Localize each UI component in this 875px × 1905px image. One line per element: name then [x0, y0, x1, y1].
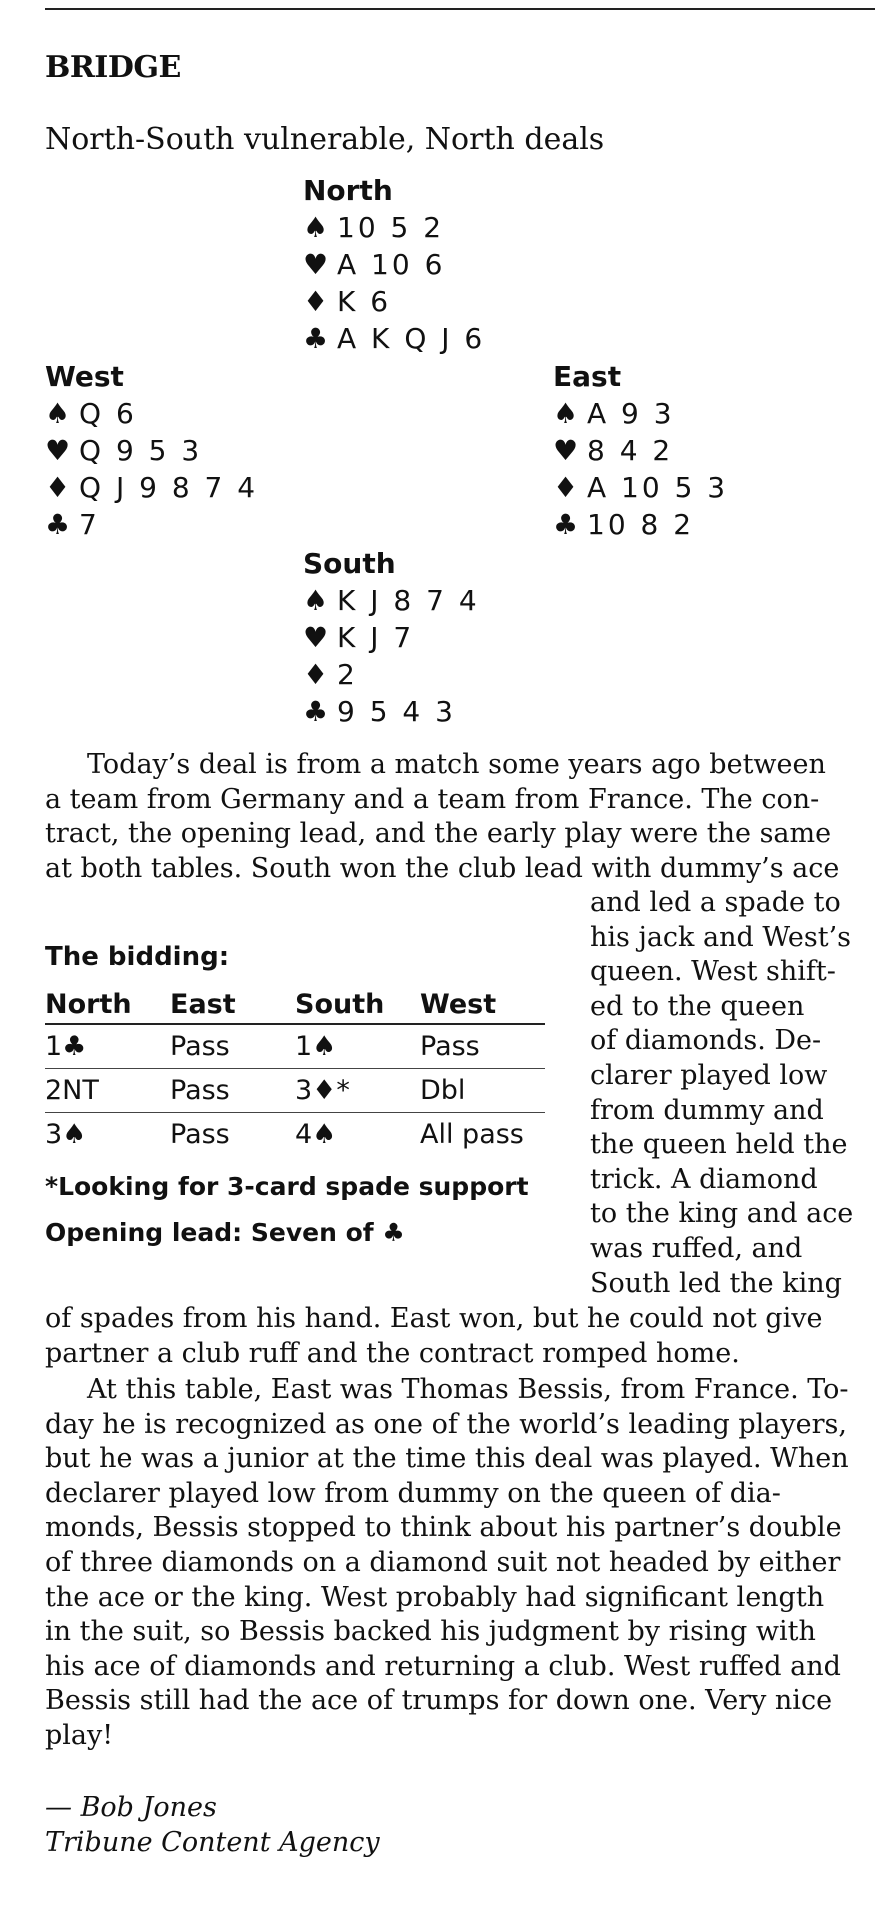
- byline: [45, 1790, 380, 1860]
- cards: A 9 3: [587, 397, 675, 430]
- cards: 10 8 2: [587, 508, 695, 541]
- suit-line-clubs: [45, 506, 258, 543]
- bidding-header: West: [420, 985, 545, 1024]
- bidding-footnote: *Looking for 3-card spade support: [45, 1172, 529, 1201]
- suit-line-hearts: [553, 432, 728, 469]
- text-line: South led the king: [590, 1267, 842, 1299]
- bid-cell: 3♠: [45, 1119, 87, 1150]
- hand-name: North: [303, 174, 393, 207]
- text-line: was ruffed, and: [590, 1232, 803, 1264]
- hand-name: East: [553, 360, 622, 393]
- byline-agency: Tribune Content Agency: [45, 1827, 380, 1858]
- text-line: partner a club ruff and the contract romped home.: [45, 1337, 740, 1369]
- text-line: from dummy and: [590, 1094, 824, 1126]
- suit-line-diamonds: [303, 283, 485, 320]
- text-line: in the suit, so Bessis backed his judgment by rising with: [45, 1616, 816, 1648]
- bidding-table: [45, 985, 545, 1156]
- article-paragraph-1-end: [45, 1302, 855, 1371]
- text-line: tract, the opening lead, and the early play were the same: [45, 818, 832, 850]
- cards: 9 5 4 3: [337, 695, 456, 728]
- text-line: at both tables. South won the club lead with dummy’s ace: [45, 852, 840, 884]
- text-line: of diamonds. De-: [590, 1025, 822, 1057]
- suit-line-spades: [553, 395, 728, 432]
- hand-south: [303, 545, 480, 730]
- hand-north: [303, 172, 485, 357]
- text-line: play!: [45, 1719, 114, 1751]
- cards: K 6: [337, 285, 392, 318]
- cards: 2: [337, 658, 358, 691]
- bid-cell: Pass: [420, 1024, 545, 1069]
- bidding-header: North: [45, 985, 170, 1024]
- text-line: his ace of diamonds and returning a club. West ruffed and: [45, 1650, 841, 1682]
- text-line: of spades from his hand. East won, but he could not give: [45, 1303, 823, 1334]
- heart-icon: ♥: [553, 434, 579, 467]
- club-icon: ♣: [303, 695, 329, 728]
- article-right-column: [590, 886, 860, 1301]
- cards: 10 5 2: [337, 211, 445, 244]
- cards: A 10 6: [337, 248, 446, 281]
- suit-line-spades: [303, 209, 485, 246]
- suit-line-hearts: [303, 246, 485, 283]
- text-line: [45, 1373, 860, 1408]
- spade-icon: ♠: [303, 584, 329, 617]
- suit-line-hearts: [45, 432, 258, 469]
- diamond-icon: ♦: [303, 658, 329, 691]
- cards: A 10 5 3: [587, 471, 729, 504]
- text-line: of three diamonds on a diamond suit not headed by either: [45, 1546, 841, 1578]
- text-line: clarer played low: [590, 1059, 828, 1091]
- text-line: queen. West shift-: [590, 956, 836, 988]
- text-line: a team from Germany and a team from France. The con-: [45, 783, 820, 815]
- hand-name: West: [45, 360, 124, 393]
- bidding-row: [45, 1024, 545, 1069]
- cards: K J 8 7 4: [337, 584, 480, 617]
- diamond-icon: ♦: [553, 471, 579, 504]
- text-line: day he is recognized as one of the world’s leading players,: [45, 1408, 847, 1440]
- suit-line-diamonds: [303, 656, 480, 693]
- text-line: and led a spade to: [590, 887, 841, 918]
- bid-cell: 1♣: [45, 1024, 170, 1069]
- suit-line-spades: [303, 582, 480, 619]
- heart-icon: ♥: [303, 248, 329, 281]
- spade-icon: ♠: [553, 397, 579, 430]
- opening-lead: Opening lead: Seven of ♣: [45, 1218, 405, 1247]
- club-icon: ♣: [303, 322, 329, 355]
- text-line: his jack and West’s: [590, 921, 852, 953]
- heart-icon: ♥: [45, 434, 71, 467]
- bid-cell: 1♠: [295, 1024, 420, 1069]
- bidding-header-row: [45, 985, 545, 1024]
- suit-line-clubs: [553, 506, 728, 543]
- text-line: the queen held the: [590, 1129, 848, 1161]
- club-icon: ♣: [553, 508, 579, 541]
- article-paragraph-1: [45, 748, 855, 886]
- cards: Q 6: [79, 397, 137, 430]
- cards: Q J 9 8 7 4: [79, 471, 259, 504]
- cards: Q 9 5 3: [79, 434, 203, 467]
- byline-author: — Bob Jones: [45, 1792, 217, 1823]
- text-line: monds, Bessis stopped to think about his partner’s double: [45, 1512, 842, 1544]
- club-icon: ♣: [45, 508, 71, 541]
- text-line: trick. A diamond: [590, 1163, 818, 1195]
- cards: A K Q J 6: [337, 322, 486, 355]
- bid-cell: 3♦*: [295, 1069, 420, 1113]
- text-line: the ace or the king. West probably had significant length: [45, 1581, 825, 1613]
- diamond-icon: ♦: [45, 471, 71, 504]
- hand-east: [553, 358, 728, 543]
- text-line: declarer played low from dummy on the queen of dia-: [45, 1477, 781, 1509]
- suit-line-hearts: [303, 619, 480, 656]
- bid-cell: 2NT: [45, 1069, 170, 1113]
- heart-icon: ♥: [303, 621, 329, 654]
- suit-line-diamonds: [553, 469, 728, 506]
- text-span: At this table, East was Thomas Bessis, from France. To-: [87, 1374, 849, 1405]
- bid-cell: Dbl: [420, 1069, 545, 1113]
- bid-cell: Pass: [170, 1024, 295, 1069]
- cards: 7: [79, 508, 100, 541]
- top-rule: [45, 8, 875, 10]
- spade-icon: ♠: [45, 397, 71, 430]
- column-title: BRIDGE: [45, 50, 181, 85]
- bid-cell: Pass: [170, 1119, 230, 1150]
- text-line: Bessis still had the ace of trumps for down one. Very nice: [45, 1685, 833, 1717]
- bid-cell: Pass: [170, 1069, 295, 1113]
- bidding-heading: The bidding:: [45, 942, 230, 972]
- text-line: Today’s deal is from a match some years ago between: [87, 749, 826, 780]
- suit-line-clubs: [303, 320, 485, 357]
- text-line: to the king and ace: [590, 1198, 854, 1230]
- bidding-header: East: [170, 985, 295, 1024]
- text-line: ed to the queen: [590, 990, 805, 1022]
- deal-info: North-South vulnerable, North deals: [45, 122, 605, 157]
- hand-west: [45, 358, 258, 543]
- hand-name: South: [303, 547, 396, 580]
- spade-icon: ♠: [303, 211, 329, 244]
- suit-line-clubs: [303, 693, 480, 730]
- bidding-row: [45, 1069, 545, 1113]
- diamond-icon: ♦: [303, 285, 329, 318]
- bidding-row: [45, 1113, 545, 1157]
- bid-cell: All pass: [420, 1119, 524, 1150]
- suit-line-spades: [45, 395, 258, 432]
- text-line: but he was a junior at the time this deal was played. When: [45, 1443, 849, 1475]
- cards: K J 7: [337, 621, 415, 654]
- bid-cell: 4♠: [295, 1119, 337, 1150]
- article-paragraph-2: [45, 1373, 860, 1754]
- bidding-header: South: [295, 985, 420, 1024]
- suit-line-diamonds: [45, 469, 258, 506]
- cards: 8 4 2: [587, 434, 674, 467]
